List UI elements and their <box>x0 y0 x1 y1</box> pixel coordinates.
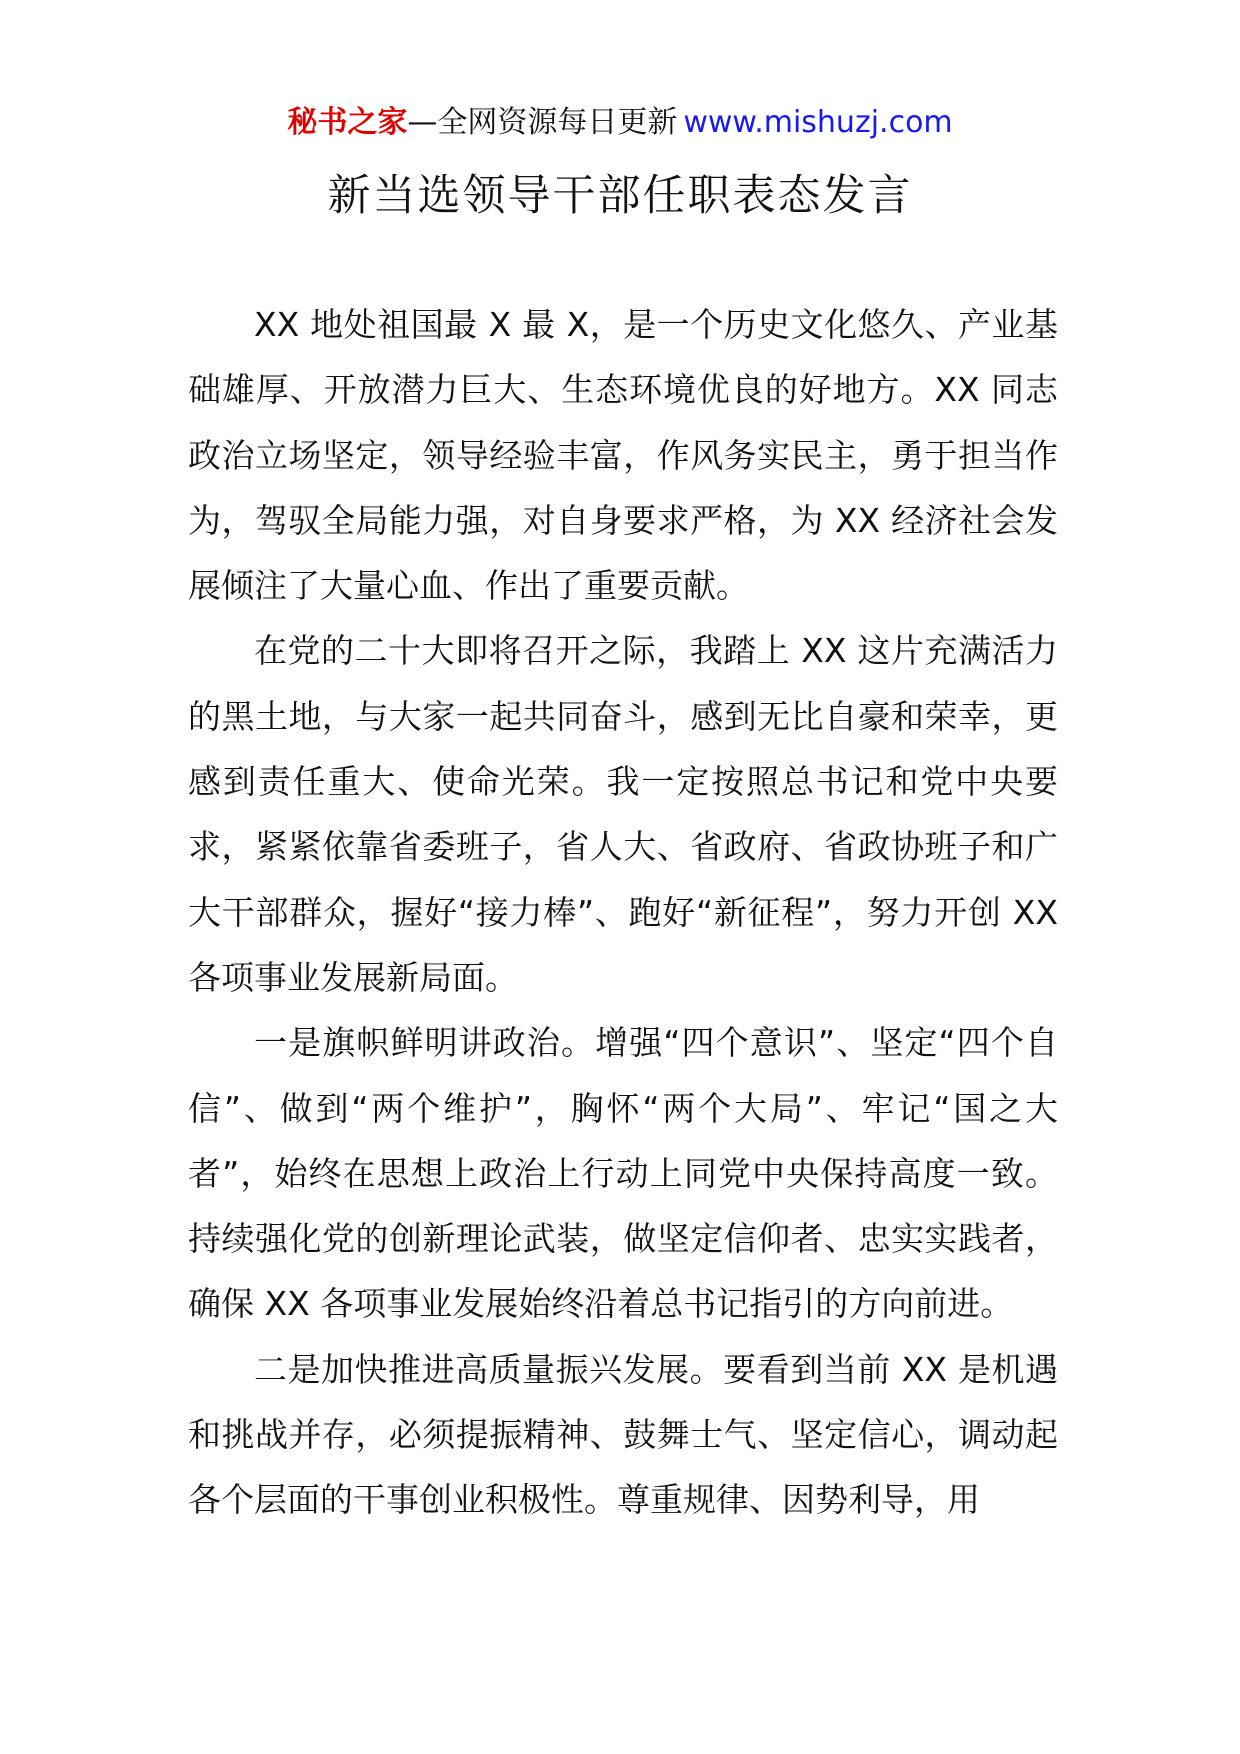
site-brand: 秘书之家 <box>287 105 408 140</box>
paragraph-1: XX 地处祖国最 X 最 X，是一个历史文化悠久、产业基础雄厚、开放潜力巨大、生态环境优良的好地方。XX 同志政治立场坚定，领导经验丰富，作风务实民主，勇于担当作为，驾驭全局能力强，对自身要求严格，为 XX 经济社会发展倾注了大量心血、作出了重要贡献。 <box>188 305 1058 606</box>
site-url-link[interactable]: www.mishuzj.com <box>683 105 953 140</box>
paragraph-3: 一是旗帜鲜明讲政治。增强“四个意识”、坚定“四个自信”、做到“两个维护”，胸怀“两个大局”、牢记“国之大者”，始终在思想上政治上行动上同党中央保持高度一致。持续强化党的创新理论武装，做坚定信仰者、忠实实践者，确保 XX 各项事业发展始终沿着总书记指引的方向前进。 <box>188 1023 1058 1324</box>
document-title: 新当选领导干部任职表态发言 <box>327 171 913 221</box>
site-tagline: —全网资源每日更新 <box>407 105 678 140</box>
paragraph-4: 二是加快推进高质量振兴发展。要看到当前 XX 是机遇和挑战并存，必须提振精神、鼓舞士气、坚定信心，调动起各个层面的干事创业积极性。尊重规律、因势利导，用 <box>188 1349 1058 1520</box>
paragraph-2: 在党的二十大即将召开之际，我踏上 XX 这片充满活力的黑土地，与大家一起共同奋斗，感到无比自豪和荣幸，更感到责任重大、使命光荣。我一定按照总书记和党中央要求，紧紧依靠省委班子，省人大、省政府、省政协班子和广大干部群众，握好“接力棒”、跑好“新征程”，努力开创 XX 各项事业发展新局面。 <box>188 631 1058 997</box>
document-body <box>188 292 1058 1533</box>
site-header <box>0 100 1240 146</box>
